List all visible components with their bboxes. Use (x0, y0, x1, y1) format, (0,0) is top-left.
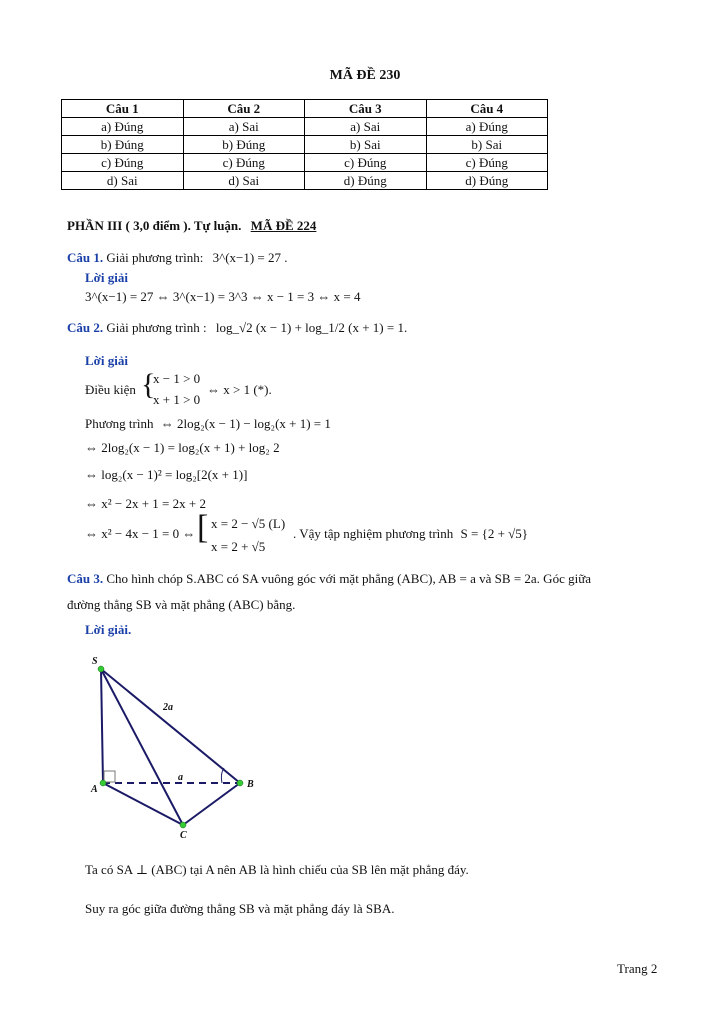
table-cell: a) Sai (305, 118, 427, 136)
edge-label-ab: a (178, 772, 183, 783)
table-header-cell: Câu 2 (183, 100, 305, 118)
edge-label-sb: 2a (163, 702, 173, 713)
right-angle-marker (104, 771, 115, 782)
question-3-label: Câu 3. (67, 571, 104, 586)
step-4: ⇔ x² − 2x + 1 = 2x + 2 (85, 496, 206, 511)
edge-sb (101, 669, 240, 783)
table-cell: d) Đúng (426, 172, 548, 190)
step-1-text: Phương trình (85, 416, 154, 431)
left-bracket-icon: [ (197, 509, 209, 546)
table-cell: c) Đúng (62, 154, 184, 172)
question-2-equation: log_√2 (x − 1) + log_1/2 (x + 1) = 1. (215, 320, 408, 335)
question-3-solution-label: Lời giải. (85, 622, 132, 637)
root-1: x = 2 − √5 (L) (211, 516, 286, 531)
question-2-label: Câu 2. (67, 320, 104, 335)
condition-1: x − 1 > 0 (153, 371, 201, 386)
step-3: ⇔ log₂(x − 1)² = log₂[2(x + 1)] (85, 467, 248, 482)
question-1-solution-label: Lời giải (85, 270, 128, 285)
table-cell: c) Đúng (305, 154, 427, 172)
question-2-solution-label: Lời giải (85, 353, 128, 368)
question-1-text: Giải phương trình: (106, 250, 204, 265)
table-cell: b) Sai (305, 136, 427, 154)
vertex-label-s: S (92, 656, 98, 667)
table-cell: a) Đúng (426, 118, 548, 136)
section-title: PHẦN III ( 3,0 điểm ). Tự luận. (67, 218, 242, 233)
left-brace-icon: { (141, 368, 156, 401)
vertex-label-b: B (247, 779, 254, 790)
vertex-s (98, 666, 104, 672)
edge-sc (101, 669, 183, 825)
condition-result: ⇔ x > 1 (*). (207, 382, 272, 397)
vertex-b (237, 780, 243, 786)
table-cell: a) Đúng (62, 118, 184, 136)
edge-bc (183, 783, 240, 825)
table-cell: d) Sai (62, 172, 184, 190)
step-1-math: ⇔ 2log₂(x − 1) − log₂(x + 1) = 1 (160, 416, 331, 431)
section-code: MÃ ĐỀ 224 (250, 218, 317, 233)
vertex-label-c: C (180, 830, 187, 841)
table-cell: d) Sai (183, 172, 305, 190)
table-cell: a) Sai (183, 118, 305, 136)
solution-set: S = {2 + √5} (460, 526, 529, 541)
question-2-text: Giải phương trình : (106, 320, 207, 335)
vertex-c (180, 822, 186, 828)
question-1-solution: 3^(x−1) = 27 ⇔ 3^(x−1) = 3^3 ⇔ x − 1 = 3 ⇔ x = 4 (85, 289, 361, 304)
root-2: x = 2 + √5 (211, 539, 266, 554)
table-header-cell: Câu 3 (305, 100, 427, 118)
page-number: Trang 2 (617, 961, 658, 976)
conclusion-text: . Vậy tập nghiệm phương trình (293, 526, 454, 541)
question-3-text-2: đường thẳng SB và mặt phẳng (ABC) bằng. (67, 597, 296, 612)
table-header-cell: Câu 1 (62, 100, 184, 118)
question-1-equation: 3^(x−1) = 27 . (212, 250, 288, 265)
table-cell: b) Sai (426, 136, 548, 154)
page-title: MÃ ĐỀ 230 (329, 68, 401, 83)
condition-text: Điều kiện (85, 382, 136, 397)
step-5: ⇔ x² − 4x − 1 = 0 ⇔ (85, 526, 196, 541)
table-cell: b) Đúng (62, 136, 184, 154)
vertex-a (100, 780, 106, 786)
step-2: ⇔ 2log₂(x − 1) = log₂(x + 1) + log₂ 2 (85, 440, 280, 455)
edge-sa (101, 669, 103, 783)
condition-2: x + 1 > 0 (153, 392, 201, 407)
solution-line-1: Ta có SA ⊥ (ABC) tại A nên AB là hình chiếu của SB lên mặt phẳng đáy. (85, 862, 469, 877)
solution-line-2: Suy ra góc giữa đường thẳng SB và mặt phẳng đáy là SBA. (85, 901, 395, 916)
question-3-text-1: Cho hình chóp S.ABC có SA vuông góc với mặt phẳng (ABC), AB = a và SB = 2a. Góc giữa (106, 571, 592, 586)
vertex-label-a: A (91, 784, 98, 795)
table-cell: c) Đúng (426, 154, 548, 172)
question-1-label: Câu 1. (67, 250, 104, 265)
table-cell: c) Đúng (183, 154, 305, 172)
table-cell: d) Đúng (305, 172, 427, 190)
table-header-cell: Câu 4 (426, 100, 548, 118)
table-cell: b) Đúng (183, 136, 305, 154)
